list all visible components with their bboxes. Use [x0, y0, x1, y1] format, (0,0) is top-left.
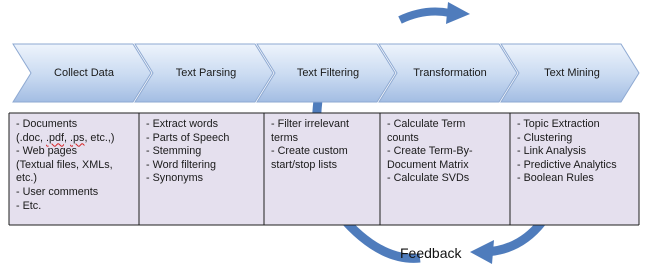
chevron-collect-data	[13, 44, 151, 102]
stage-label-text-parsing: Text Parsing	[175, 66, 237, 79]
chevron-text-parsing	[135, 44, 273, 102]
details-text-filtering	[265, 113, 380, 225]
chevron-text-filtering	[257, 44, 395, 102]
detail-line: - Clustering	[517, 131, 573, 144]
top-cycle-arc	[400, 12, 450, 20]
feedback-return-arc	[486, 222, 542, 252]
detail-line: - Stemming	[146, 145, 202, 158]
detail-line: terms	[271, 131, 298, 144]
stage-label-transformation: Transformation	[413, 66, 487, 79]
detail-line: - Boolean Rules	[517, 172, 594, 185]
detail-line: - Topic Extraction	[517, 118, 600, 130]
feedback-arrowhead	[470, 240, 494, 264]
detail-line: - Web pages	[16, 145, 78, 158]
detail-line: - Extract words	[146, 118, 218, 130]
detail-line: (.doc, .pdf, .ps, etc.,)	[16, 131, 115, 144]
detail-line: - Create Term-By-	[387, 145, 473, 158]
detail-line: - User comments	[16, 185, 99, 198]
details-text-parsing	[140, 113, 264, 225]
detail-line: Document Matrix	[387, 158, 469, 171]
top-cycle-arrowhead	[446, 2, 470, 24]
detail-line: counts	[387, 131, 419, 144]
detail-line: - Etc.	[16, 199, 42, 212]
detail-line: - Synonyms	[146, 172, 203, 185]
feedback-label: Feedback	[400, 245, 462, 261]
detail-line: - Parts of Speech	[146, 131, 230, 144]
details-collect-data	[10, 113, 139, 225]
details-transformation	[381, 113, 510, 225]
detail-line: - Filter irrelevant	[271, 118, 349, 130]
detail-line: - Word filtering	[146, 158, 217, 171]
stage-label-text-mining: Text Mining	[544, 66, 600, 79]
stage-label-text-filtering: Text Filtering	[296, 66, 360, 79]
detail-line: - Predictive Analytics	[517, 158, 617, 171]
detail-line: - Calculate Term	[387, 118, 466, 130]
detail-line: etc.)	[16, 172, 37, 185]
detail-line: - Create custom	[271, 145, 348, 158]
detail-line: start/stop lists	[271, 158, 337, 171]
detail-line: - Link Analysis	[517, 145, 587, 158]
chevron-transformation	[379, 44, 517, 102]
details-text-mining	[511, 113, 639, 225]
chevron-text-mining	[501, 44, 639, 102]
detail-line: - Calculate SVDs	[387, 172, 470, 185]
detail-line: - Documents	[16, 118, 78, 130]
stage-label-collect-data: Collect Data	[54, 66, 114, 79]
detail-line: (Textual files, XMLs,	[16, 158, 113, 171]
